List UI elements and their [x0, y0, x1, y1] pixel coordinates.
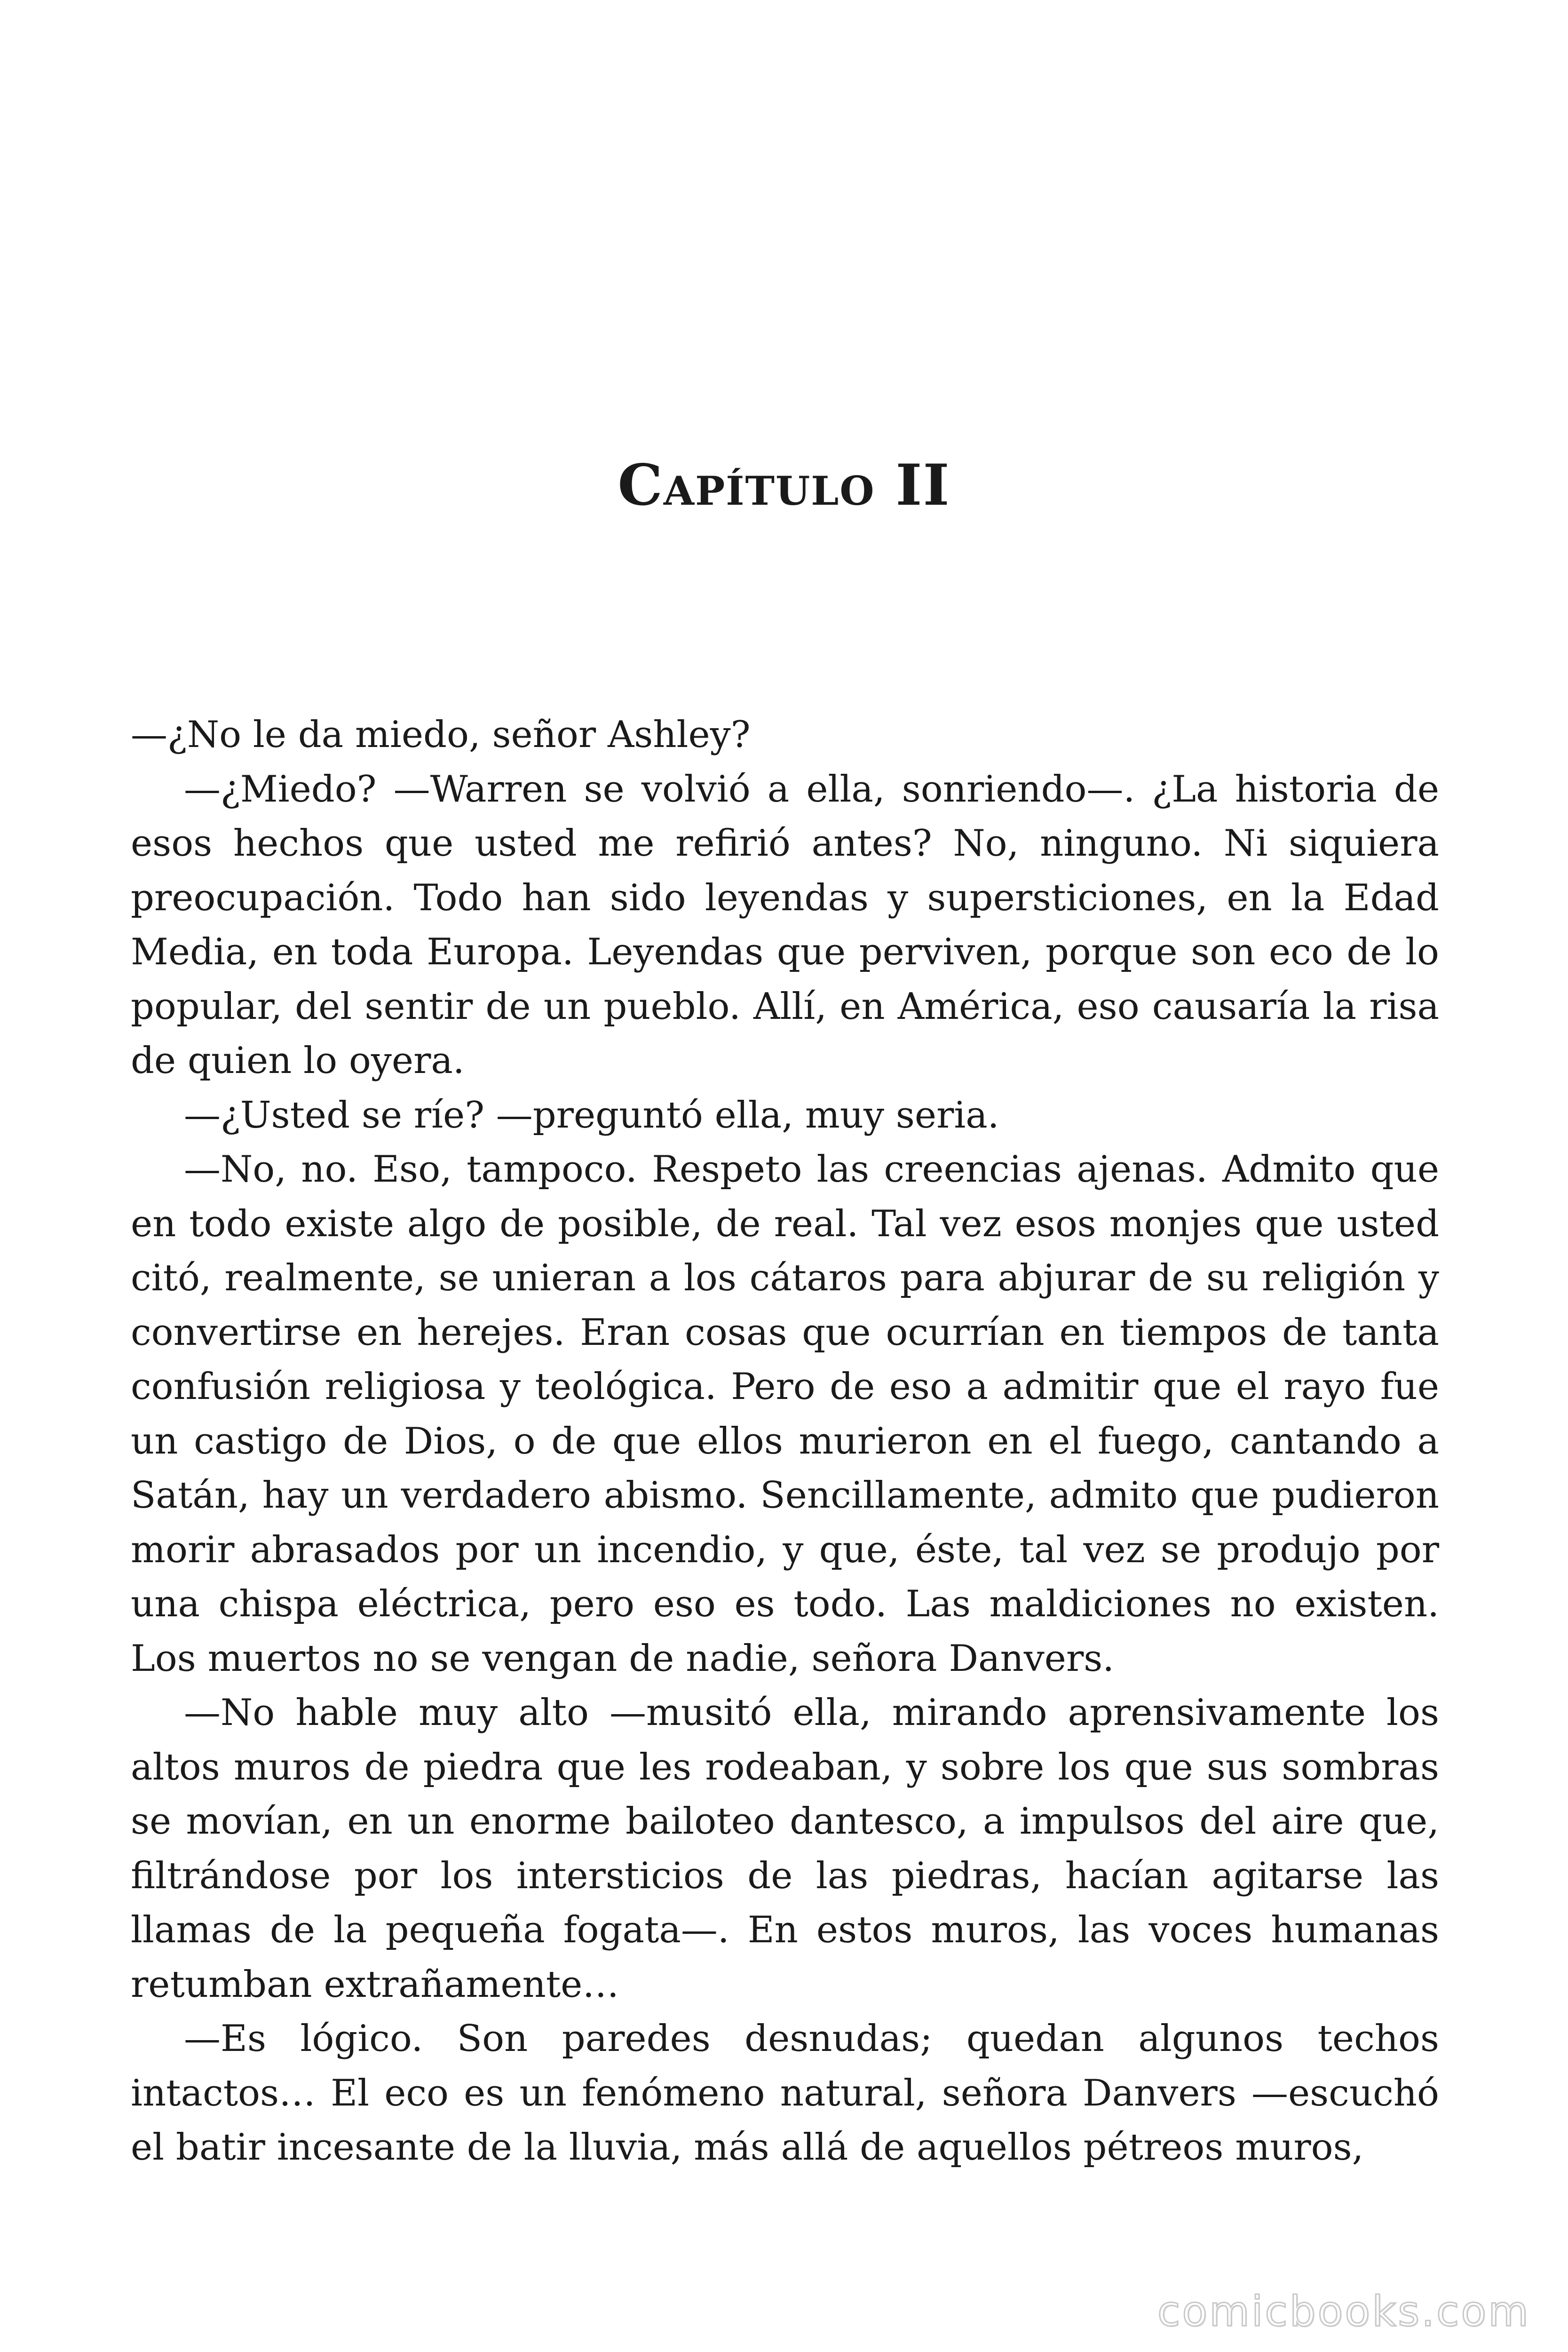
site-watermark: comicbooks.com	[1157, 2287, 1530, 2336]
paragraph: —No hable muy alto —musitó ella, mirando aprensivamente los altos muros de piedra que les rodeaban, y sobre los que sus sombras se movían, en un enorme bailoteo dantesco, a impulsos del aire que, filtrándose por los intersticios de las piedras, hacían agitarse las llamas de la pequeña fogata—. En estos muros, las voces humanas retumban extrañamente…	[131, 1692, 1439, 2006]
paragraph: —¿Miedo? —Warren se volvió a ella, sonriendo—. ¿La historia de esos hechos que usted me refirió antes? No, ninguno. Ni siquiera preocupación. Todo han sido leyendas y supersticiones, en la Edad Media, en toda Europa. Leyendas que perviven, porque son eco de lo popular, del sentir de un pueblo. Allí, en América, eso causaría la risa de quien lo oyera.	[131, 768, 1439, 1082]
paragraph: —No, no. Eso, tampoco. Respeto las creencias ajenas. Admito que en todo existe algo de posible, de real. Tal vez esos monjes que usted citó, realmente, se unieran a los cátaros para abjurar de su religión y convertirse en herejes. Eran cosas que ocurrían en tiempos de tanta confusión religiosa y teológica. Pero de eso a admitir que el rayo fue un castigo de Dios, o de que ellos murieron en el fuego, cantando a Satán, hay un verdadero abismo. Sencillamente, admito que pudieron morir abrasados por un incendio, y que, éste, tal vez se produjo por una chispa eléctrica, pero eso es todo. Las maldiciones no existen. Los muertos no se vengan de nadie, señora Danvers.	[131, 1148, 1439, 1680]
chapter-body	[131, 708, 1439, 2175]
paragraph: —¿Usted se ríe? —preguntó ella, muy seria.	[184, 1094, 999, 1136]
chapter-title: Capítulo II	[618, 452, 950, 518]
paragraph: —¿No le da miedo, señor Ashley?	[131, 714, 751, 756]
paragraph: —Es lógico. Son paredes desnudas; quedan algunos techos intactos… El eco es un fenómeno natural, señora Danvers —escuchó el batir incesante de la lluvia, más allá de aquellos pétreos muros,	[131, 2018, 1439, 2169]
